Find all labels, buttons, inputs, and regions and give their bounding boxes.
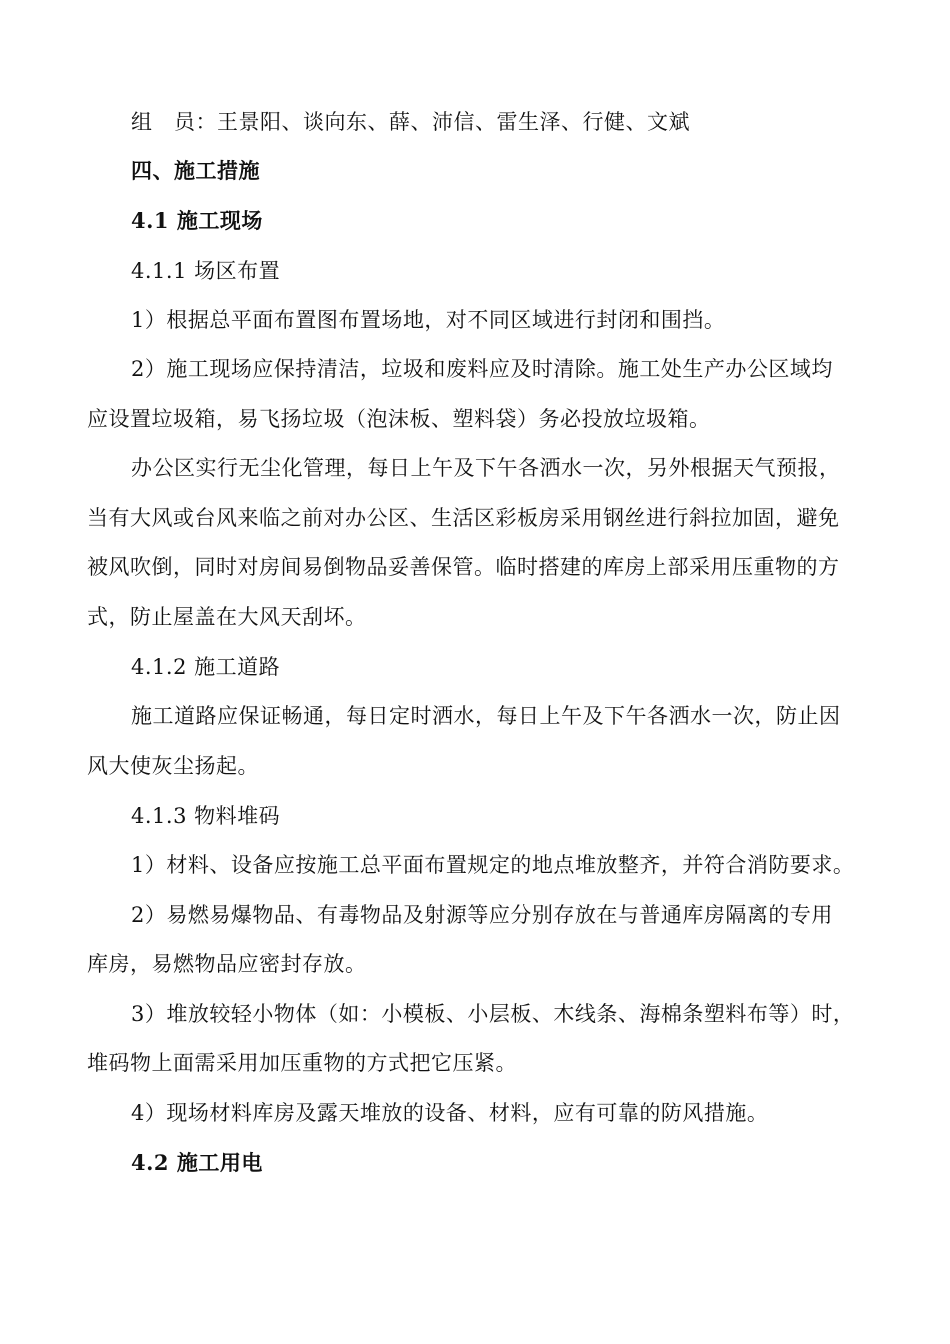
section-4-2-heading: 4.2 施工用电 [131, 1150, 263, 1175]
section-4-1-1-heading: 4.1.1 场区布置 [131, 259, 281, 283]
section-4-heading: 四、施工措施 [131, 158, 260, 183]
paragraph-4-line-1: 施工道路应保证畅通，每日定时洒水，每日上午及下午各洒水一次，防止因 [131, 704, 841, 728]
team-members-line: 组 员：王景阳、谈向东、薛、沛信、雷生泽、行健、文斌 [131, 110, 690, 134]
paragraph-8: 4）现场材料库房及露天堆放的设备、材料，应有可靠的防风措施。 [131, 1101, 769, 1125]
section-4-1-3-heading: 4.1.3 物料堆码 [131, 804, 281, 828]
paragraph-7-line-2: 堆码物上面需采用加压重物的方式把它压紧。 [87, 1051, 517, 1075]
paragraph-2-line-1: 2）施工现场应保持清洁，垃圾和废料应及时清除。施工处生产办公区域均 [131, 357, 833, 381]
paragraph-7-line-1: 3）堆放较轻小物体（如：小模板、小层板、木线条、海棉条塑料布等）时， [131, 1002, 855, 1026]
paragraph-3-line-3: 被风吹倒，同时对房间易倒物品妥善保管。临时搭建的库房上部采用压重物的方 [87, 555, 840, 579]
paragraph-6-line-1: 2）易燃易爆物品、有毒物品及射源等应分别存放在与普通库房隔离的专用 [131, 903, 833, 927]
paragraph-3-line-1: 办公区实行无尘化管理，每日上午及下午各洒水一次，另外根据天气预报， [131, 456, 841, 480]
paragraph-1: 1）根据总平面布置图布置场地，对不同区域进行封闭和围挡。 [131, 308, 726, 332]
paragraph-3-line-4: 式，防止屋盖在大风天刮坏。 [87, 605, 367, 629]
paragraph-4-line-2: 风大使灰尘扬起。 [87, 754, 259, 778]
paragraph-5: 1）材料、设备应按施工总平面布置规定的地点堆放整齐，并符合消防要求。 [131, 853, 855, 877]
paragraph-6-line-2: 库房，易燃物品应密封存放。 [87, 952, 367, 976]
paragraph-2-line-2: 应设置垃圾箱，易飞扬垃圾（泡沫板、塑料袋）务必投放垃圾箱。 [87, 407, 711, 431]
paragraph-3-line-2: 当有大风或台风来临之前对办公区、生活区彩板房采用钢丝进行斜拉加固，避免 [87, 506, 840, 530]
section-4-1-2-heading: 4.1.2 施工道路 [131, 655, 281, 679]
section-4-1-heading: 4.1 施工现场 [131, 208, 263, 233]
